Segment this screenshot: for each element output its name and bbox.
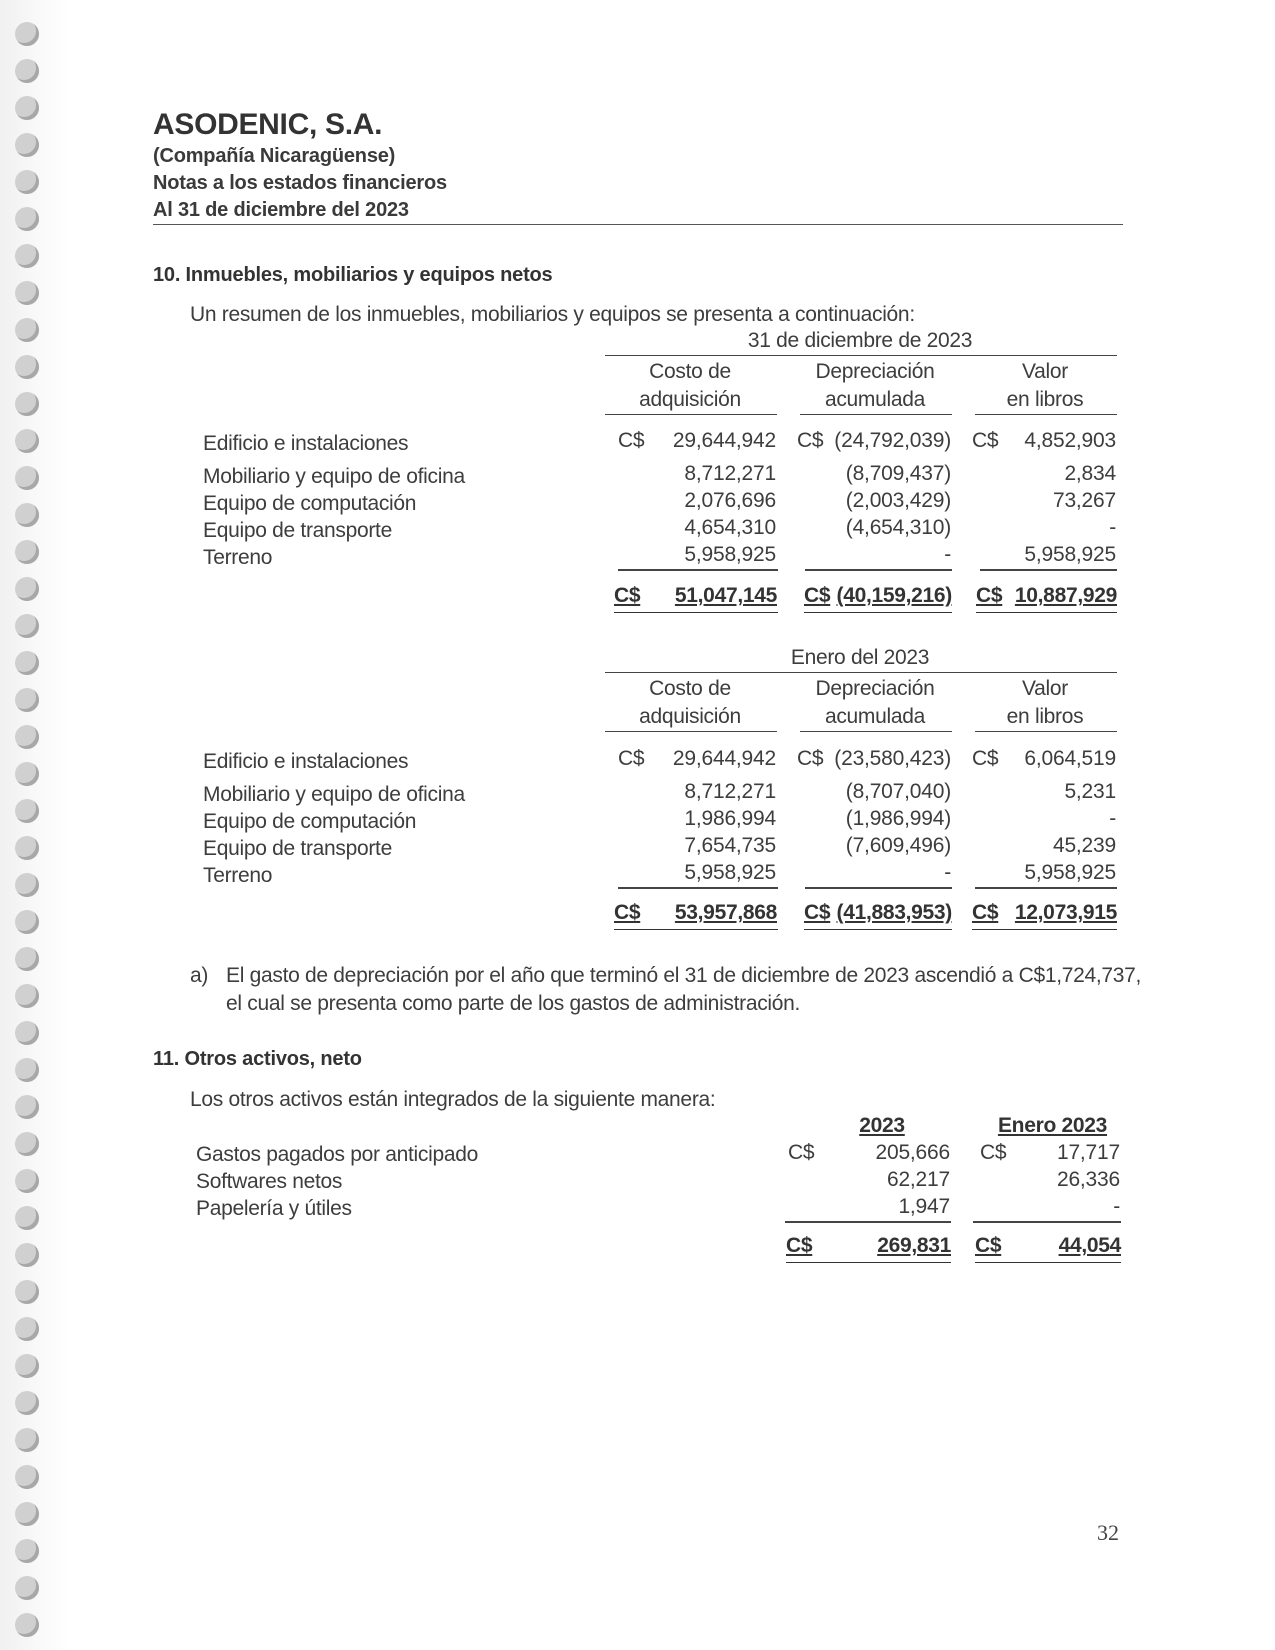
binding-ring: [15, 1021, 39, 1045]
company-name: ASODENIC, S.A.: [153, 108, 383, 141]
book-value: -: [1109, 807, 1116, 830]
total-2023: 269,831: [877, 1234, 951, 1257]
page-number: 32: [1097, 1520, 1119, 1545]
col-rule: [800, 414, 952, 415]
spiral-binding: [0, 0, 70, 1650]
row-label: Edificio e instalaciones: [203, 750, 409, 773]
binding-ring: [15, 281, 39, 305]
dep-value: -: [944, 861, 951, 884]
binding-ring: [15, 614, 39, 638]
col-header-enero-2023: Enero 2023: [997, 1114, 1108, 1137]
binding-ring: [15, 540, 39, 564]
dep-value: (2,003,429): [845, 489, 951, 512]
footnote-marker: a): [190, 964, 209, 987]
col-header-dep-2: acumulada: [824, 388, 926, 411]
value-enero: 26,336: [1056, 1168, 1120, 1191]
book-value: 73,267: [1052, 489, 1116, 512]
currency-symbol: C$: [786, 1234, 813, 1257]
binding-ring: [15, 22, 39, 46]
row-label: Mobiliario y equipo de oficina: [203, 783, 465, 806]
currency-symbol: C$: [972, 429, 999, 452]
binding-ring: [15, 799, 39, 823]
binding-ring: [15, 59, 39, 83]
row-label: Terreno: [203, 546, 273, 569]
book-value: 5,958,925: [1024, 861, 1116, 884]
footnote-line-2: el cual se presenta como parte de los gastos de administración.: [226, 992, 801, 1015]
currency-symbol: C$: [614, 584, 641, 607]
col-header-cost-2: adquisición: [639, 705, 741, 728]
table-period: Enero del 2023: [790, 646, 930, 669]
row-label: Equipo de transporte: [203, 837, 392, 860]
cost-value: 2,076,696: [684, 489, 776, 512]
book-value: 45,239: [1052, 834, 1116, 857]
binding-ring: [15, 133, 39, 157]
binding-ring: [15, 762, 39, 786]
value-enero: 17,717: [1056, 1141, 1120, 1164]
binding-ring: [15, 1058, 39, 1082]
currency-symbol: C$: [980, 1141, 1007, 1164]
col-header-dep-1: Depreciación: [815, 360, 935, 383]
col-rule: [975, 731, 1117, 732]
total-dep: (41,883,953): [836, 901, 952, 924]
double-rule: [804, 929, 952, 930]
cost-value: 4,654,310: [684, 516, 776, 539]
binding-ring: [15, 1354, 39, 1378]
cost-value: 8,712,271: [684, 780, 776, 803]
binding-ring: [15, 466, 39, 490]
col-header-book-2: en libros: [1006, 388, 1084, 411]
currency-symbol: C$: [804, 901, 831, 924]
double-rule: [786, 1262, 951, 1263]
note10-intro: Un resumen de los inmuebles, mobiliarios y equipos se presenta a continuación:: [190, 303, 915, 326]
cost-value: 8,712,271: [684, 462, 776, 485]
binding-ring: [15, 207, 39, 231]
book-value: -: [1109, 516, 1116, 539]
note11-title: 11. Otros activos, neto: [153, 1048, 362, 1070]
binding-ring: [15, 910, 39, 934]
dep-value: (8,709,437): [845, 462, 951, 485]
currency-symbol: C$: [788, 1141, 815, 1164]
row-label: Equipo de computación: [203, 492, 417, 515]
cost-value: 1,986,994: [684, 807, 776, 830]
binding-ring: [15, 1132, 39, 1156]
company-subtitle: (Compañía Nicaragüense): [153, 145, 396, 167]
binding-ring: [15, 1317, 39, 1341]
subtotal-rule: [805, 569, 952, 571]
binding-ring: [15, 836, 39, 860]
binding-ring: [15, 688, 39, 712]
binding-ring: [15, 984, 39, 1008]
cost-value: 29,644,942: [672, 429, 776, 452]
col-rule: [605, 731, 777, 732]
total-dep: (40,159,216): [836, 584, 952, 607]
currency-symbol: C$: [797, 429, 824, 452]
note10-title: 10. Inmuebles, mobiliarios y equipos netos: [153, 264, 553, 286]
dep-value: -: [944, 543, 951, 566]
col-header-dep-2: acumulada: [824, 705, 926, 728]
col-header-2023: 2023: [859, 1114, 905, 1137]
dep-value: (8,707,040): [845, 780, 951, 803]
col-header-cost-1: Costo de: [649, 677, 731, 700]
row-label: Softwares netos: [196, 1170, 343, 1193]
binding-ring: [15, 947, 39, 971]
cost-value: 29,644,942: [672, 747, 776, 770]
col-rule: [605, 414, 777, 415]
double-rule: [614, 929, 778, 930]
binding-ring: [15, 1613, 39, 1637]
value-2023: 62,217: [886, 1168, 950, 1191]
double-rule: [804, 612, 952, 613]
cost-value: 5,958,925: [684, 861, 776, 884]
subtotal-rule: [805, 887, 952, 889]
period-rule: [605, 355, 1117, 356]
currency-symbol: C$: [804, 584, 831, 607]
note11-intro: Los otros activos están integrados de la siguiente manera:: [190, 1088, 716, 1111]
double-rule: [976, 612, 1117, 613]
value-enero: -: [1113, 1195, 1120, 1218]
book-value: 5,958,925: [1024, 543, 1116, 566]
currency-symbol: C$: [976, 584, 1003, 607]
value-2023: 1,947: [898, 1195, 950, 1218]
dep-value: (4,654,310): [845, 516, 951, 539]
dep-value: (1,986,994): [845, 807, 951, 830]
cost-value: 7,654,735: [684, 834, 776, 857]
book-value: 4,852,903: [1024, 429, 1116, 452]
col-rule: [800, 731, 952, 732]
binding-ring: [15, 1280, 39, 1304]
cost-value: 5,958,925: [684, 543, 776, 566]
book-value: 2,834: [1064, 462, 1116, 485]
binding-ring: [15, 1243, 39, 1267]
book-value: 6,064,519: [1024, 747, 1116, 770]
binding-ring: [15, 1465, 39, 1489]
value-2023: 205,666: [875, 1141, 950, 1164]
binding-ring: [15, 1169, 39, 1193]
document-title: Notas a los estados financieros: [153, 172, 447, 194]
binding-ring: [15, 873, 39, 897]
row-label: Edificio e instalaciones: [203, 432, 409, 455]
currency-symbol: C$: [972, 747, 999, 770]
row-label: Mobiliario y equipo de oficina: [203, 465, 465, 488]
total-enero: 44,054: [1058, 1234, 1121, 1257]
col-header-cost-1: Costo de: [649, 360, 731, 383]
binding-ring: [15, 96, 39, 120]
currency-symbol: C$: [797, 747, 824, 770]
binding-ring: [15, 503, 39, 527]
binding-ring: [15, 1576, 39, 1600]
row-label: Papelería y útiles: [196, 1197, 352, 1220]
binding-ring: [15, 170, 39, 194]
subtotal-rule: [618, 569, 778, 571]
double-rule: [972, 929, 1117, 930]
date-line: Al 31 de diciembre del 2023: [153, 199, 409, 221]
header-divider: [153, 224, 1123, 225]
col-header-book-1: Valor: [1022, 677, 1068, 700]
binding-ring: [15, 1206, 39, 1230]
binding-ring: [15, 1391, 39, 1415]
binding-ring: [15, 429, 39, 453]
currency-symbol: C$: [972, 901, 999, 924]
binding-ring: [15, 392, 39, 416]
binding-ring: [15, 244, 39, 268]
subtotal-rule: [975, 887, 1117, 889]
dep-value: (23,580,423): [834, 747, 951, 770]
subtotal-rule: [785, 1221, 951, 1223]
period-rule: [605, 672, 1117, 673]
row-label: Gastos pagados por anticipado: [196, 1143, 478, 1166]
total-cost: 53,957,868: [674, 901, 777, 924]
footnote-line-1: El gasto de depreciación por el año que terminó el 31 de diciembre de 2023 ascendió a C$1,724,737,: [226, 964, 1142, 987]
total-book: 10,887,929: [1014, 584, 1117, 607]
table-period: 31 de diciembre de 2023: [747, 329, 973, 352]
book-value: 5,231: [1064, 780, 1116, 803]
col-rule: [975, 414, 1117, 415]
binding-ring: [15, 577, 39, 601]
double-rule: [614, 612, 778, 613]
col-header-book-2: en libros: [1006, 705, 1084, 728]
binding-ring: [15, 1539, 39, 1563]
binding-ring: [15, 1502, 39, 1526]
dep-value: (7,609,496): [845, 834, 951, 857]
col-header-dep-1: Depreciación: [815, 677, 935, 700]
total-cost: 51,047,145: [674, 584, 777, 607]
col-header-book-1: Valor: [1022, 360, 1068, 383]
currency-symbol: C$: [618, 747, 645, 770]
subtotal-rule: [980, 569, 1117, 571]
binding-ring: [15, 725, 39, 749]
row-label: Equipo de computación: [203, 810, 417, 833]
binding-ring: [15, 355, 39, 379]
double-rule: [975, 1262, 1121, 1263]
row-label: Terreno: [203, 864, 273, 887]
binding-ring: [15, 1428, 39, 1452]
currency-symbol: C$: [618, 429, 645, 452]
total-book: 12,073,915: [1014, 901, 1117, 924]
binding-ring: [15, 1095, 39, 1119]
currency-symbol: C$: [975, 1234, 1002, 1257]
binding-ring: [15, 318, 39, 342]
row-label: Equipo de transporte: [203, 519, 392, 542]
col-header-cost-2: adquisición: [639, 388, 741, 411]
binding-ring: [15, 651, 39, 675]
currency-symbol: C$: [614, 901, 641, 924]
subtotal-rule: [973, 1221, 1121, 1223]
dep-value: (24,792,039): [834, 429, 951, 452]
subtotal-rule: [618, 887, 778, 889]
